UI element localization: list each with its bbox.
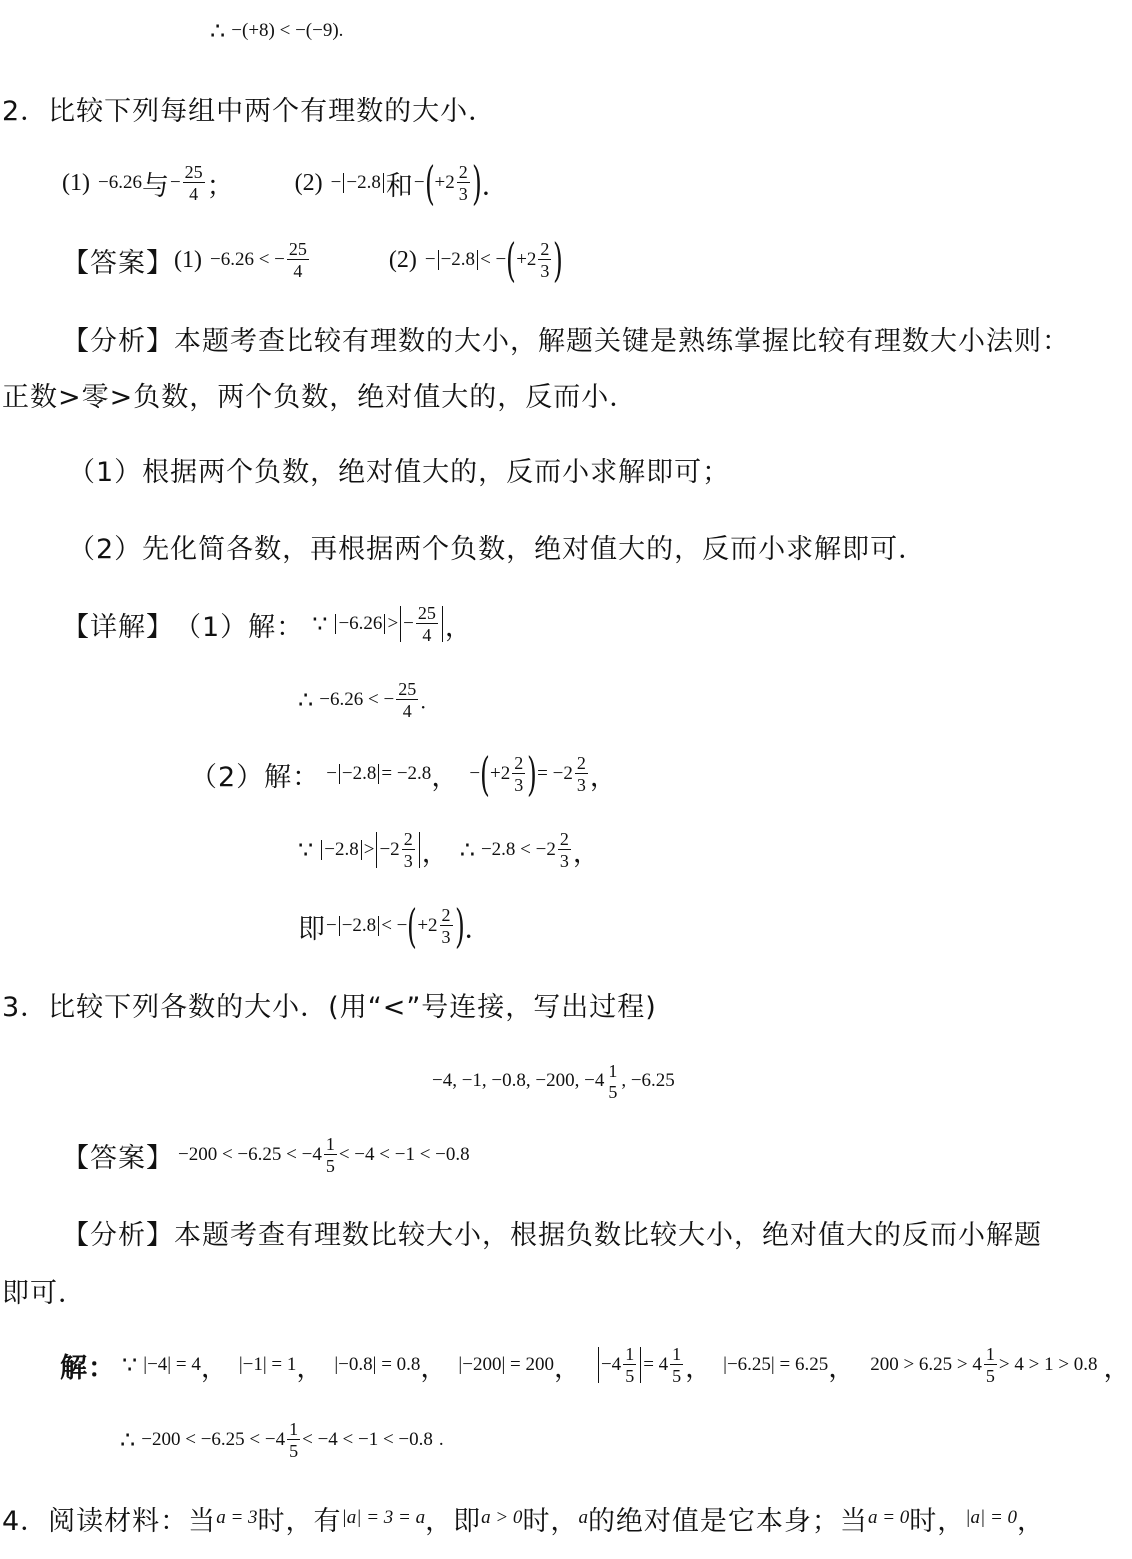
greater-than: > (363, 839, 375, 860)
denominator: 4 (402, 701, 412, 721)
mixed-whole: +2 (489, 763, 511, 784)
question-3-result (120, 1414, 444, 1466)
denominator: 4 (293, 261, 303, 281)
comma: ， (420, 1352, 449, 1384)
comma: ， (444, 611, 473, 643)
fraction (606, 1062, 619, 1101)
analysis-tag: 【分析】 (62, 325, 174, 357)
numbers-list-tail: , −6.25 (621, 1070, 675, 1091)
numerator: 2 (559, 829, 569, 849)
answer-expr: −200 < −6.25 < −4 (178, 1144, 322, 1165)
minus-sign: − (424, 249, 436, 270)
numerator: 2 (403, 829, 413, 849)
comma: ， (1103, 1352, 1132, 1384)
detail-tag: 【详解】 (62, 611, 174, 643)
math-inline: a = 3 (216, 1507, 258, 1528)
detail-part-label: （1）解： (174, 611, 305, 643)
text-segment: ， (1017, 1505, 1046, 1537)
paren-left: ( (506, 233, 517, 287)
question-2-analysis-line-1 (62, 318, 1070, 358)
abs-content: −2.8 (440, 249, 476, 270)
text-segment: 4．阅读材料：当 (2, 1505, 217, 1537)
denominator: 5 (325, 1156, 335, 1176)
paren-right: ) (454, 899, 465, 953)
abs-bar-right (361, 840, 362, 860)
answer-1-expr: −6.26 < − (209, 249, 285, 270)
fraction (183, 163, 205, 203)
numerator: 1 (325, 1134, 335, 1154)
paren-right: ) (553, 233, 564, 287)
period: ． (420, 691, 440, 713)
math-inline: |a| = 3 = a (341, 1507, 426, 1528)
part-1-number: −6.26 (97, 172, 142, 193)
comma: ， (431, 761, 460, 793)
fraction (416, 604, 438, 644)
minus-sign: − (169, 172, 181, 193)
fraction (984, 1345, 997, 1385)
denominator: 3 (403, 851, 413, 871)
fraction (287, 240, 309, 280)
abs-bar-right (384, 614, 385, 634)
comma: ， (553, 1352, 582, 1384)
result-expr: −2.8 < −2 (480, 839, 556, 860)
text-segment: 时，有 (257, 1505, 342, 1537)
abs-content: −2.8 (341, 763, 377, 784)
period: ． (481, 170, 510, 202)
fraction (670, 1345, 683, 1385)
answer-expr-tail: < −4 < −1 < −0.8 (338, 1144, 470, 1165)
comma: ， (828, 1352, 857, 1384)
numerator: 2 (576, 753, 586, 773)
because-symbol: ∵ (122, 1351, 138, 1379)
denominator: 5 (985, 1366, 995, 1386)
mixed-whole: −4 (600, 1354, 622, 1375)
numerator: 25 (288, 239, 307, 259)
numerator: 2 (514, 753, 524, 773)
abs-content: −2.8 (346, 172, 381, 193)
semicolon: ； (206, 170, 235, 202)
question-2-step-2: （2）先化简各数，再根据两个负数，绝对值大的，反而小求解即可． (68, 533, 927, 565)
denominator: 3 (441, 927, 451, 947)
denominator: 4 (189, 184, 199, 204)
text-segment: ，即 (425, 1505, 482, 1537)
abs-content: −2.8 (341, 915, 377, 936)
result-expr: −200 < −6.25 < −4 (141, 1429, 286, 1450)
period: . (438, 1429, 444, 1450)
equals-expr: = −2.8 (381, 763, 432, 784)
part-2-connector: 和 (385, 170, 414, 202)
period: . (338, 20, 344, 41)
numerator: 25 (184, 162, 203, 182)
solution-tag: 解： (60, 1352, 116, 1384)
chain-expr-tail: > 4 > 1 > 0.8 (998, 1354, 1098, 1375)
minus-sign: − (403, 613, 414, 634)
abs-bar-left (598, 1347, 599, 1383)
text-segment: 时， (909, 1505, 966, 1537)
question-3-numbers (432, 1056, 675, 1106)
denominator: 3 (559, 851, 569, 871)
fraction (402, 830, 415, 870)
numerator: 2 (458, 162, 468, 182)
mixed-whole: −2 (379, 839, 400, 860)
abs-bar-right (378, 916, 379, 936)
comma: ， (589, 761, 618, 793)
fraction (440, 906, 453, 946)
therefore-symbol: ∴ (120, 1426, 136, 1454)
denominator: 4 (422, 625, 432, 645)
question-3-title: 3．比较下列各数的大小．(用“<”号连接，写出过程) (2, 991, 657, 1023)
analysis-text: 本题考查比较有理数的大小，解题关键是熟练掌握比较有理数大小法则： (174, 325, 1070, 357)
minus-sign: − (469, 763, 481, 784)
denominator: 5 (608, 1081, 618, 1102)
denominator: 3 (576, 775, 586, 795)
comma: ， (685, 1352, 714, 1384)
answer-tag: 【答案】 (62, 247, 174, 279)
fraction (623, 1345, 636, 1385)
abs-bar-right (640, 1347, 641, 1383)
question-2-detail-2-final (298, 898, 493, 954)
abs-item: |−6.25| = 6.25 (723, 1354, 829, 1375)
abs-bar-right (383, 173, 384, 193)
answer-tag: 【答案】 (62, 1142, 174, 1174)
numerator: 1 (608, 1060, 618, 1081)
mixed-whole: +2 (417, 915, 438, 936)
greater-than: > (387, 613, 399, 634)
text-segment: 的绝对值是它本身；当 (587, 1505, 868, 1537)
part-1-connector: 与 (141, 170, 170, 202)
abs-item: |−1| = 1 (238, 1354, 297, 1375)
denominator: 3 (540, 261, 550, 281)
abs-content: −6.26 (338, 613, 383, 634)
therefore-symbol: ∴ (210, 17, 226, 45)
numerator: 2 (441, 905, 451, 925)
math-inline: |a| = 0 (965, 1507, 1018, 1528)
denominator: 5 (625, 1366, 635, 1386)
therefore-symbol: ∴ (298, 686, 314, 714)
question-3-analysis-line-1 (62, 1212, 1042, 1252)
question-2-detail-1-result (298, 672, 439, 728)
because-symbol: ∵ (298, 836, 314, 864)
fraction (575, 754, 588, 794)
numerator: 1 (289, 1419, 299, 1439)
question-3-analysis-line-2: 即可． (2, 1277, 86, 1309)
period: ． (464, 913, 493, 945)
question-2-detail-2 (190, 746, 618, 802)
part-1-label: (1) (62, 169, 90, 196)
numerator: 25 (398, 679, 417, 699)
math-inline: a > 0 (481, 1507, 523, 1528)
comma: ， (200, 1352, 229, 1384)
result-expr-tail: < −4 < −1 < −0.8 (302, 1429, 433, 1450)
abs-bar-left (339, 916, 340, 936)
math-expr: −(+8) < −(−9) (231, 20, 339, 41)
question-2-analysis-line-2: 正数>零>负数，两个负数，绝对值大的，反而小． (2, 381, 638, 413)
abs-item: |−4| = 4 (143, 1354, 201, 1375)
denominator: 3 (514, 775, 524, 795)
comma: ， (421, 837, 450, 869)
question-2-detail-2-compare (298, 822, 601, 878)
abs-bar-right (477, 250, 478, 270)
denominator: 5 (289, 1441, 299, 1461)
abs-bar-left (343, 173, 344, 193)
numerator: 1 (625, 1344, 635, 1364)
question-2-parts (62, 155, 510, 211)
question-3-solution (60, 1337, 1132, 1393)
abs-bar-left (339, 764, 340, 784)
abs-content: −2.8 (324, 839, 359, 860)
math-inline: a (578, 1507, 588, 1528)
paren-left: ( (424, 156, 435, 210)
less-than: < − (480, 249, 507, 270)
paren-left: ( (407, 899, 418, 953)
comma: ， (296, 1352, 325, 1384)
question-4-text (2, 1498, 1045, 1538)
less-than: < − (381, 915, 408, 936)
abs-bar-right (378, 764, 379, 784)
equals-expr: = −2 (537, 763, 573, 784)
analysis-text: 本题考查有理数比较大小，根据负数比较大小，绝对值大的反而小解题 (174, 1219, 1042, 1251)
numerator: 25 (417, 603, 436, 623)
abs-bar-right (419, 832, 420, 868)
answer-1-label: (1) (174, 246, 202, 273)
numerator: 2 (540, 239, 550, 259)
minus-sign: − (326, 763, 337, 784)
fraction (287, 1420, 300, 1460)
numerator: 1 (985, 1344, 995, 1364)
fraction (457, 163, 470, 203)
paren-left: ( (480, 747, 490, 801)
because-symbol: ∵ (312, 610, 328, 638)
abs-bar-left (438, 250, 439, 270)
math-inline: a = 0 (867, 1507, 910, 1528)
minus-sign: − (413, 172, 425, 193)
fraction (396, 680, 418, 720)
abs-bar-left (321, 840, 322, 860)
fraction (324, 1135, 337, 1175)
numerator: 1 (672, 1344, 682, 1364)
mixed-whole: +2 (516, 249, 537, 270)
abs-bar-right (442, 606, 443, 642)
therefore-symbol: ∴ (459, 836, 475, 864)
denominator: 5 (672, 1366, 682, 1386)
mixed-whole: +2 (434, 172, 455, 193)
final-prefix: 即 (298, 913, 326, 945)
result-expr: −6.26 < − (319, 689, 395, 710)
answer-2-label: (2) (388, 246, 417, 273)
abs-bar-left (335, 614, 336, 634)
text-segment: 时， (522, 1505, 579, 1537)
minus-sign: − (326, 915, 337, 936)
denominator: 3 (458, 184, 468, 204)
question-2-answer (62, 232, 563, 288)
question-3-answer (62, 1130, 470, 1180)
conclusion-line-q1 (210, 14, 343, 48)
paren-right: ) (471, 156, 482, 210)
detail-part-label: （2）解： (190, 761, 321, 793)
fraction (538, 240, 551, 280)
abs-item: |−0.8| = 0.8 (334, 1354, 421, 1375)
part-2-label: (2) (294, 169, 323, 196)
question-2-detail-1 (62, 596, 473, 652)
abs-item: |−200| = 200 (458, 1354, 554, 1375)
comma: ， (572, 837, 601, 869)
paren-right: ) (527, 747, 538, 801)
question-2-step-1: （1）根据两个负数，绝对值大的，反而小求解即可； (68, 456, 731, 488)
abs-bar-left (400, 606, 401, 642)
abs-bar-left (376, 832, 377, 868)
analysis-tag: 【分析】 (62, 1219, 174, 1251)
fraction (512, 754, 525, 794)
chain-expr: 200 > 6.25 > 4 (870, 1354, 982, 1375)
fraction (558, 830, 571, 870)
minus-sign: − (330, 172, 342, 193)
question-2-title: 2．比较下列每组中两个有理数的大小． (2, 95, 497, 127)
equals-expr: = 4 (643, 1354, 669, 1375)
numbers-list: −4, −1, −0.8, −200, −4 (432, 1070, 605, 1091)
